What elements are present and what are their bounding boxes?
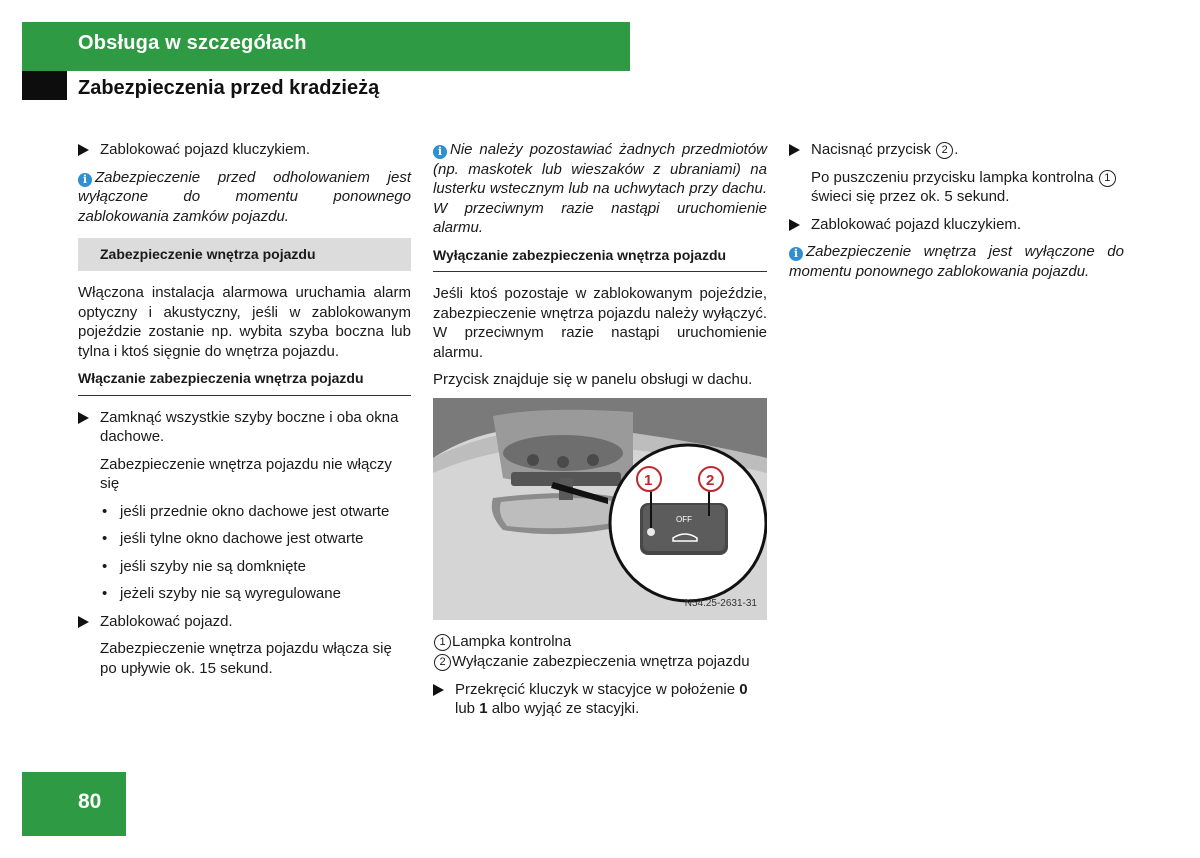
info-text: Zabezpieczenie przed odholowaniem jest wyłączone do momentu ponownego zablokowania zamków pojazdu. <box>78 168 411 225</box>
info-text: Nie należy pozostawiać żadnych przedmiotów (np. maskotek lub wieszaków z ubraniami) na lusterku wstecznym lub na uchwytach przy dachu. W przeciwnym razie nastąpi uruchomienie alarmu. <box>433 141 767 236</box>
note-text: świeci się przez ok. 5 sekund. <box>811 188 1010 205</box>
step-arrow-icon <box>78 616 89 628</box>
paragraph-disable: Jeśli ktoś pozostaje w zablokowanym pojeździe, zabezpieczenie wnętrza pojazdu należy wyłączyć. W przeciwnym razie nastąpi uruchomienie alarmu. <box>433 285 767 361</box>
list-item-text: jeżeli szyby nie są wyregulowane <box>120 585 341 602</box>
bullet-dot: • <box>102 530 108 547</box>
list-item <box>78 584 411 604</box>
key-position-1: 1 <box>479 700 488 717</box>
info-icon: i <box>789 247 803 261</box>
section-title: Zabezpieczenia przed kradzieżą <box>78 77 380 99</box>
subheading-disable: Wyłączanie zabezpieczenia wnętrza pojazdu <box>433 246 767 273</box>
column-3 <box>789 140 1124 289</box>
step-arrow-icon <box>433 684 444 696</box>
callout-2: 2 <box>706 471 715 489</box>
chapter-title: Obsługa w szczegółach <box>78 32 307 54</box>
step-text: Zablokować pojazd kluczykiem. <box>811 215 1022 233</box>
subheading-enable: Włączanie zabezpieczenia wnętrza pojazdu <box>78 369 411 396</box>
step-press-button <box>789 140 1124 160</box>
step-text: lub <box>455 700 480 717</box>
paragraph-button-location: Przycisk znajduje się w panelu obsługi w dachu. <box>433 371 753 388</box>
list-item-text: jeśli szyby nie są domknięte <box>120 557 306 575</box>
step-text: albo wyjąć ze stacyjki. <box>487 700 640 717</box>
step-arrow-icon <box>78 412 89 424</box>
info-note <box>789 242 1124 281</box>
note-indicator-lamp <box>789 168 1124 207</box>
section-marker <box>22 71 67 100</box>
note-enables: Zabezpieczenie wnętrza pojazdu włącza się po upływie ok. 15 sekund. <box>100 640 392 677</box>
info-note <box>433 140 767 238</box>
circled-number: 1 <box>434 634 451 651</box>
info-text: Zabezpieczenie wnętrza jest wyłączone do momentu ponownego zablokowania pojazdu. <box>789 243 1124 280</box>
off-label: OFF <box>676 514 692 524</box>
circled-number: 2 <box>936 142 953 159</box>
info-note <box>78 168 411 227</box>
subsection-box-heading: Zabezpieczenie wnętrza pojazdu <box>78 238 411 271</box>
step-arrow-icon <box>789 144 800 156</box>
column-2 <box>433 140 767 727</box>
step-lock-vehicle <box>78 140 411 160</box>
circled-number: 2 <box>434 654 451 671</box>
list-item <box>78 557 411 577</box>
step-text: Nacisnąć przycisk <box>811 141 936 158</box>
key-position-0: 0 <box>739 680 748 698</box>
step-arrow-icon <box>789 219 800 231</box>
step-arrow-icon <box>78 144 89 156</box>
roof-panel-figure <box>433 398 767 620</box>
legend-item <box>433 652 767 672</box>
figure-code: N54.25-2631-31 <box>684 598 757 609</box>
column-1 <box>78 140 411 686</box>
step-text: Zablokować pojazd kluczykiem. <box>100 141 311 158</box>
step-text: Zamknąć wszystkie szyby boczne i oba okna dachowe. <box>100 408 399 445</box>
step-lock <box>78 612 411 632</box>
list-item <box>78 502 411 522</box>
callout-1: 1 <box>644 471 653 489</box>
legend-text: Lampka kontrolna <box>452 632 572 650</box>
paragraph-alarm: Włączona instalacja alarmowa uruchamia alarm optyczny i akustyczny, jeśli w zablokowanym pojeździe zostanie np. wybita szyba boczna lub tylna i ktoś sięgnie do wnętrza pojazdu. <box>78 284 411 360</box>
step-text: Zablokować pojazd. <box>100 612 233 630</box>
list-item-text: jeśli tylne okno dachowe jest otwarte <box>120 530 364 547</box>
bullet-dot: • <box>102 557 108 575</box>
step-close-windows <box>78 408 411 447</box>
bullet-dot: • <box>102 502 108 520</box>
step-text: . <box>954 141 959 158</box>
page-number: 80 <box>78 790 102 813</box>
legend-item <box>433 632 767 652</box>
info-icon: i <box>433 145 447 159</box>
circled-number: 1 <box>1099 170 1116 187</box>
page-number-box <box>22 772 126 836</box>
step-lock-vehicle <box>789 215 1124 235</box>
list-item <box>78 529 411 549</box>
legend-text: Wyłączanie zabezpieczenia wnętrza pojazdu <box>452 652 750 670</box>
info-icon: i <box>78 173 92 187</box>
list-item-text: jeśli przednie okno dachowe jest otwarte <box>120 502 390 520</box>
note-text: Po puszczeniu przycisku lampka kontrolna <box>811 168 1098 186</box>
bullet-dot: • <box>102 585 108 602</box>
note-not-enable: Zabezpieczenie wnętrza pojazdu nie włączy się <box>100 455 392 492</box>
step-text: Przekręcić kluczyk w stacyjce w położenie <box>455 680 740 698</box>
roof-panel-illustration <box>433 398 767 620</box>
step-turn-key <box>433 680 767 719</box>
